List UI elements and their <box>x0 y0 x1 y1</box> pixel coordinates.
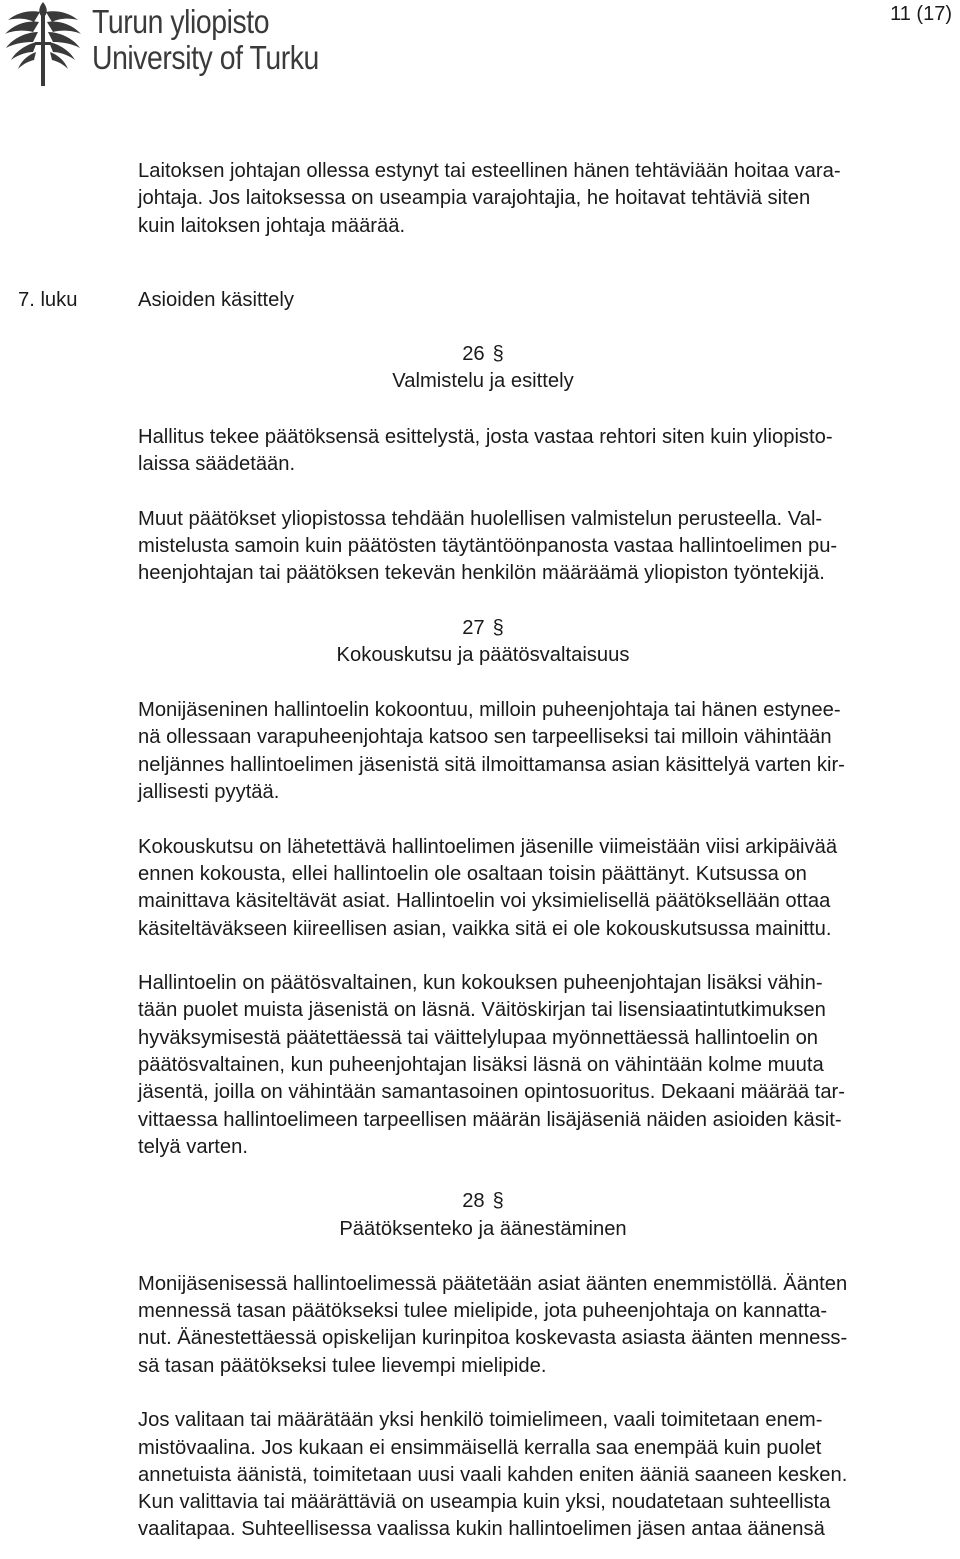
intro-paragraph <box>138 158 950 240</box>
section-title: Kokouskutsu ja päätösvaltaisuus <box>336 643 630 666</box>
text-line: hyväksymisestä päätettäessä tai väittelylupaa myönnettäessä hallintoelin on <box>138 1026 819 1049</box>
text-line: Monijäsenisessä hallintoelimessä päätetään asiat äänten enemmistöllä. Äänten <box>138 1272 848 1295</box>
text-line: Kokouskutsu on lähetettävä hallintoelimen jäsenille viimeistään viisi arkipäivää <box>138 835 838 858</box>
paragraph <box>138 1407 950 1543</box>
text-line: mainittava käsiteltävät asiat. Hallintoelin voi yksimielisellä päätöksellään ottaa <box>138 890 831 913</box>
chapter-number: 7. luku <box>18 288 78 311</box>
section-title: Päätöksenteko ja äänestäminen <box>339 1217 627 1240</box>
text-line: vaalitapaa. Suhteellisessa vaalissa kukin hallintoelimen jäsen antaa äänensä <box>138 1518 825 1541</box>
text-line: päätösvaltainen, kun puheenjohtajan lisäksi läsnä on vähintään kolme muuta <box>138 1054 824 1077</box>
text-line: neljännes hallintoelimen jäsenistä sitä ilmoittamansa asian käsittelyä varten kir- <box>138 753 845 776</box>
paragraph <box>138 506 950 588</box>
section-sign: § <box>492 616 504 639</box>
section-number: 26 <box>462 343 485 366</box>
text-line: Jos valitaan tai määrätään yksi henkilö toimielimeen, vaali toimitetaan enem- <box>138 1409 823 1432</box>
text-line: mistövaalina. Jos kukaan ei ensimmäisellä kerralla saa enempää kuin puolet <box>138 1436 822 1459</box>
university-name-en: University of Turku <box>92 39 319 76</box>
text-line: ennen kokousta, ellei hallintoelin ole osaltaan toisin päättänyt. Kutsussa on <box>138 862 807 885</box>
page-header <box>0 0 960 90</box>
university-name <box>92 4 356 76</box>
text-line: mennessä tasan päätökseksi tulee mielipide, jota puheenjohtaja on kannatta- <box>138 1300 828 1323</box>
section-number: 27 <box>462 616 485 639</box>
text-line: heenjohtajan tai päätöksen tekevän henkilön määräämä yliopiston työntekijä. <box>138 562 825 585</box>
text-line: johtaja. Jos laitoksessa on useampia varajohtajia, he hoitavat tehtäviä siten <box>138 187 811 210</box>
paragraph <box>138 834 950 943</box>
text-line: laissa säädetään. <box>138 453 296 476</box>
paragraph <box>138 1271 950 1380</box>
university-name-fi: Turun yliopisto <box>92 3 270 40</box>
section-heading <box>138 341 828 368</box>
text-line: sä tasan päätökseksi tulee lievempi mielipide. <box>138 1354 547 1377</box>
text-line: nut. Äänestettäessä opiskelijan kurinpitoa koskevasta asiasta äänten menness- <box>138 1327 848 1350</box>
text-line: käsiteltäväkseen kiireellisen asian, vaikka sitä ei ole kokouskutsussa mainittu. <box>138 917 832 940</box>
chapter-heading <box>18 287 950 314</box>
section-sign: § <box>492 1190 504 1213</box>
section-heading <box>138 1188 828 1215</box>
text-line: Hallintoelin on päätösvaltainen, kun kokouksen puheenjohtajan lisäksi vähin- <box>138 972 823 995</box>
section-heading <box>138 615 828 642</box>
paragraph <box>138 970 950 1161</box>
text-line: jallisesti pyytää. <box>138 781 280 804</box>
text-line: Kun valittavia tai määrättäviä on useampia kuin yksi, noudatetaan suhteellista <box>138 1491 831 1514</box>
text-line: annetuista äänistä, toimitetaan uusi vaali kahden eniten ääniä saaneen kesken. <box>138 1463 848 1486</box>
text-line: mistelusta samoin kuin päätösten täytäntöönpanosta vastaa hallintoelimen pu- <box>138 534 838 557</box>
text-line: Muut päätökset yliopistossa tehdään huolellisen valmistelun perusteella. Val- <box>138 507 823 530</box>
text-line: telyä varten. <box>138 1135 248 1158</box>
text-line: tään puolet muista jäsenistä on läsnä. Väitöskirjan tai lisensiaatintutkimuksen <box>138 999 826 1022</box>
section-sign: § <box>492 343 504 366</box>
text-line: vittaessa hallintoelimeen tarpeellisen määrän lisäjäseniä näiden asioiden käsit- <box>138 1108 842 1131</box>
paragraph <box>138 697 950 806</box>
page-number: 11 (17) <box>890 3 952 25</box>
document-body <box>18 158 950 1544</box>
section-title: Valmistelu ja esittely <box>392 370 574 393</box>
text-line: Hallitus tekee päätöksensä esittelystä, josta vastaa rehtori siten kuin yliopisto- <box>138 425 833 448</box>
section-number: 28 <box>462 1190 485 1213</box>
text-line: jäsentä, joilla on vähintään samantasoinen opintosuoritus. Dekaani määrää tar- <box>138 1081 845 1104</box>
text-line: kuin laitoksen johtaja määrää. <box>138 214 406 237</box>
paragraph <box>138 424 950 479</box>
university-logo-icon <box>2 2 84 88</box>
chapter-title: Asioiden käsittely <box>138 288 294 311</box>
text-line: Laitoksen johtajan ollessa estynyt tai esteellinen hänen tehtäviään hoitaa vara- <box>138 160 841 182</box>
text-line: Monijäseninen hallintoelin kokoontuu, milloin puheenjohtaja tai hänen estynee- <box>138 699 841 722</box>
text-line: nä ollessaan varapuheenjohtaja katsoo sen tarpeelliseksi tai milloin vähintään <box>138 726 832 749</box>
